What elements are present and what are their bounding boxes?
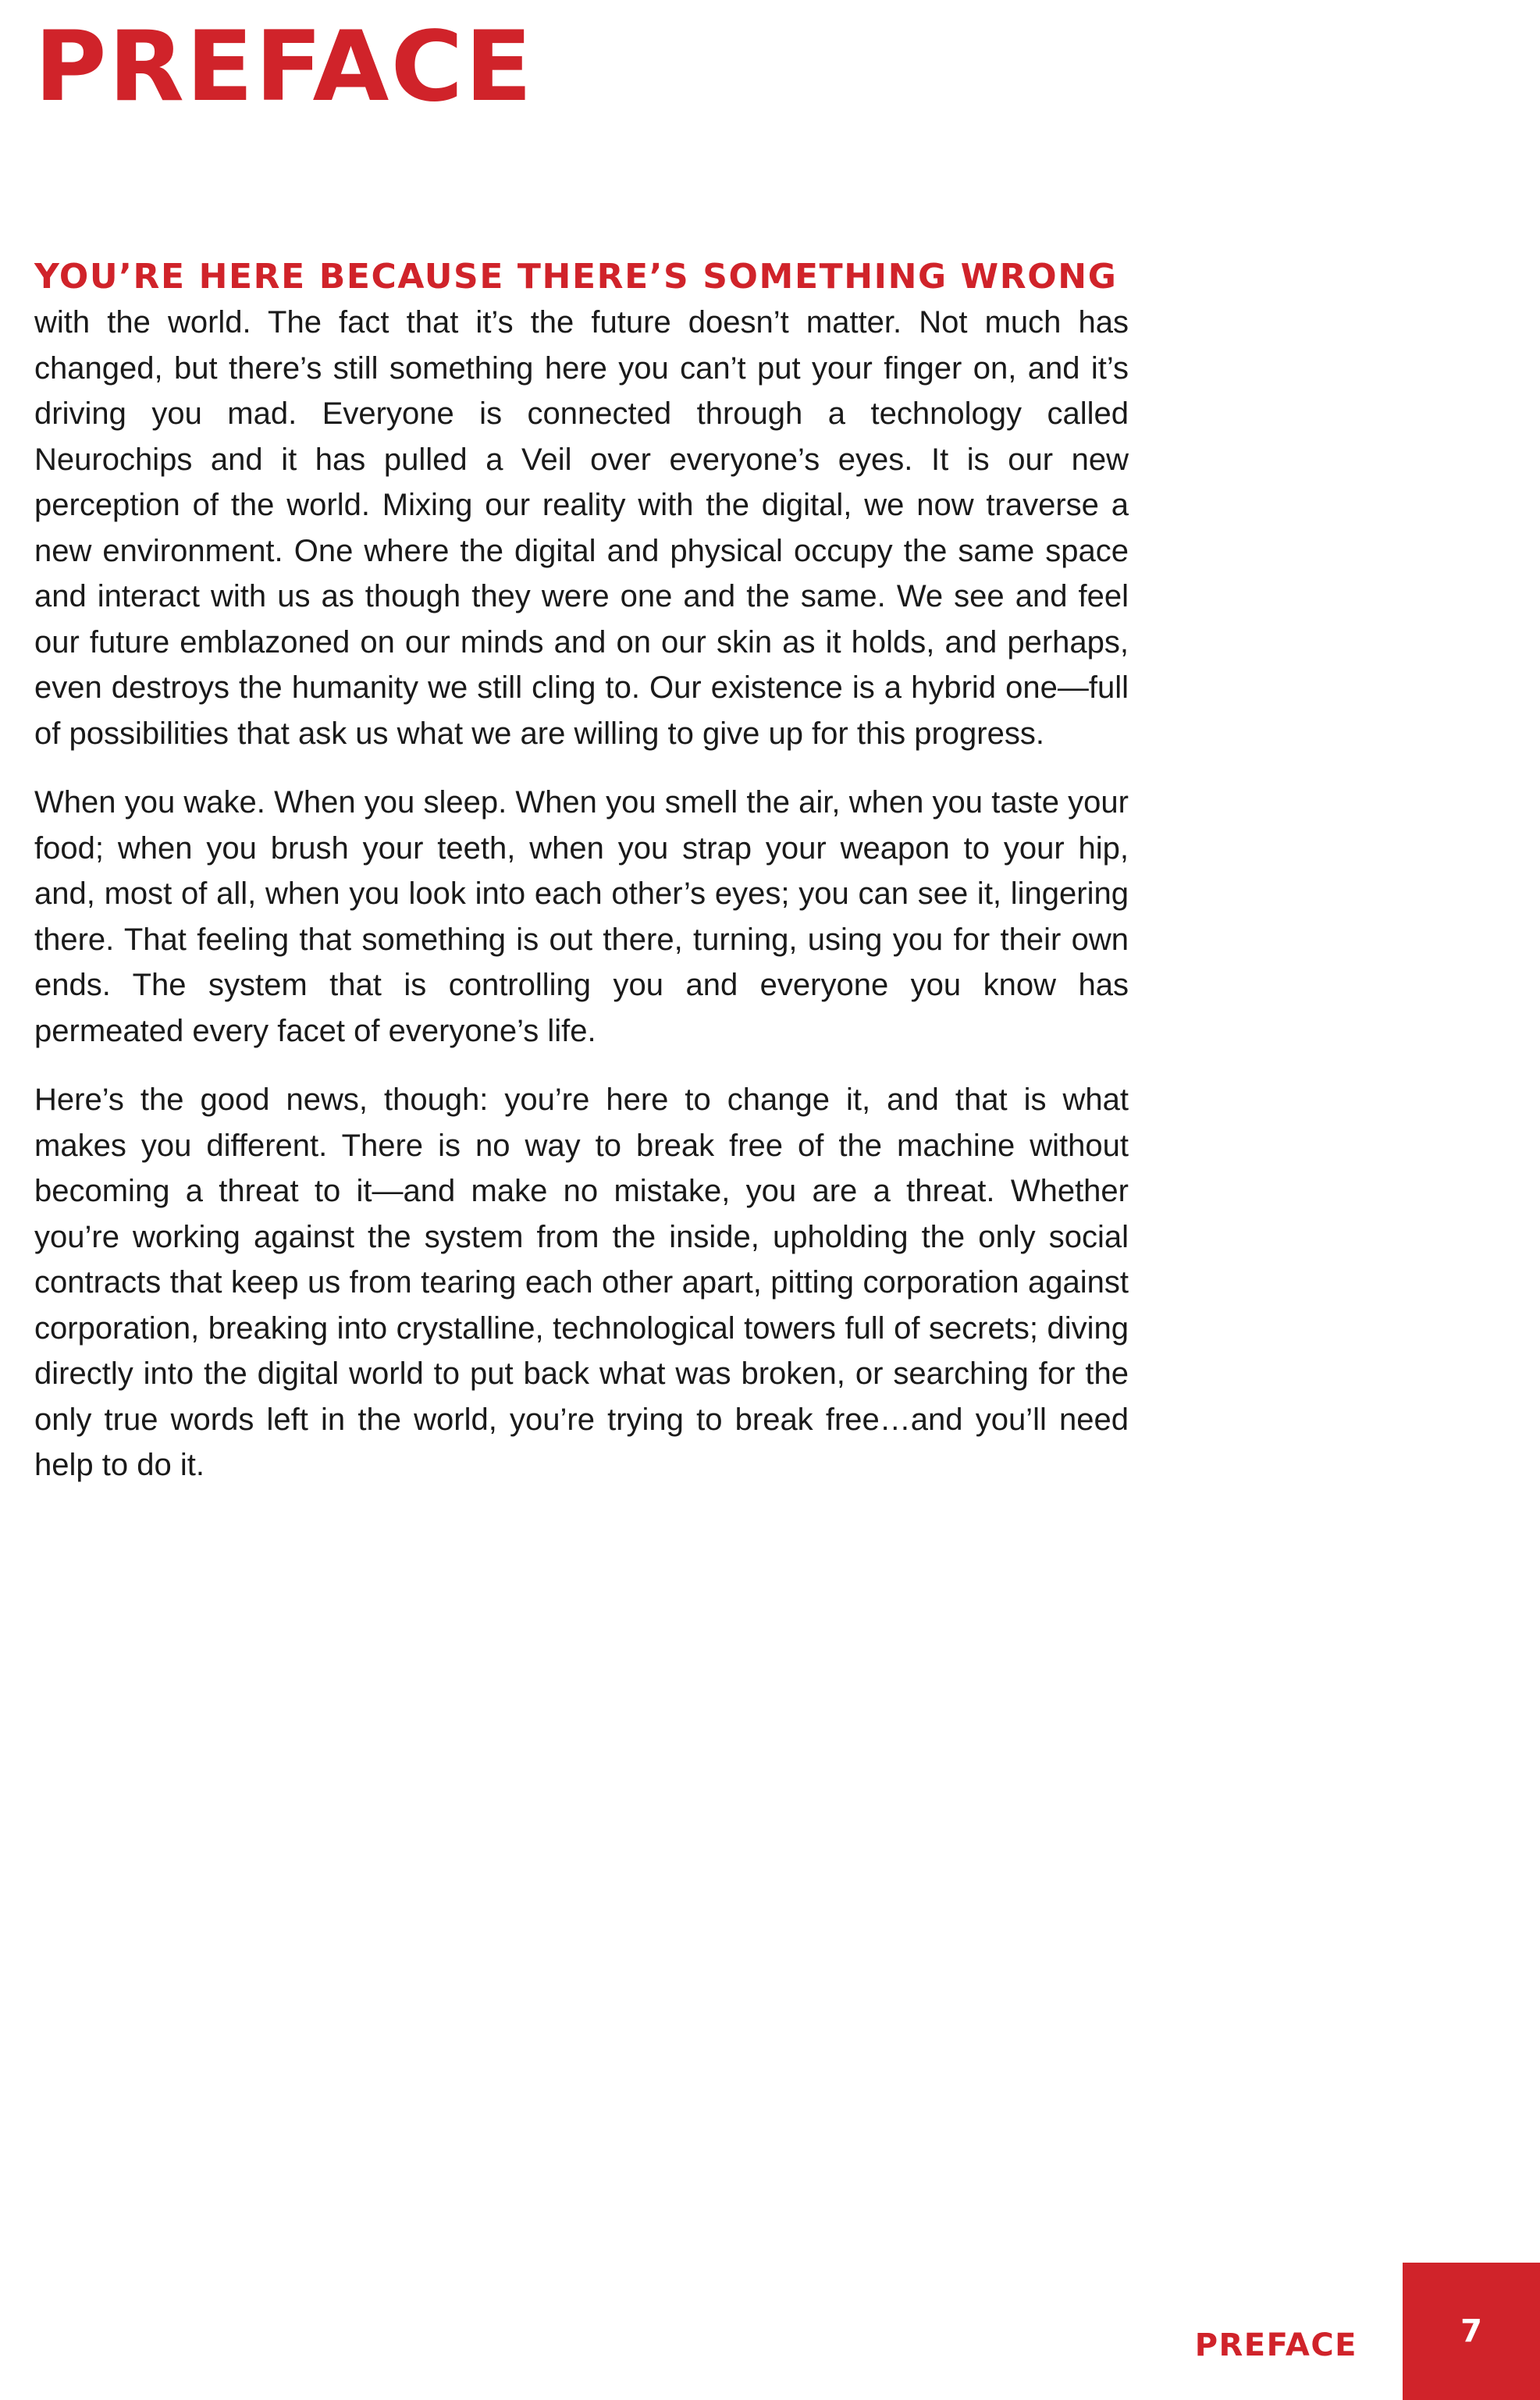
body-paragraph-3: Here’s the good news, though: you’re here to change it, and that is what makes you different. There is no way to break free of the machine without becoming a threat to it—and make no mistake, you are a threat. Whether you’re working against the system from the inside, upholding the only social contracts that keep us from tearing each other apart, pitting corporation against corporation, breaking into crystalline, technological towers full of secrets; diving directly into the digital world to put back what was broken, or searching for the only true words left in the world, you’re trying to break free…and you’ll need help to do it. [34, 1083, 1129, 1482]
preface-body [34, 254, 1129, 1488]
page-number-box [1403, 2263, 1540, 2400]
page-title: PREFACE [34, 11, 534, 123]
page-number: 7 [1460, 2313, 1482, 2349]
intro-paragraph [34, 254, 1129, 756]
intro-paragraph-text: with the world. The fact that it’s the future doesn’t matter. Not much has changed, but there’s still something here you can’t put your finger on, and it’s driving you mad. Everyone is connected through a technology called Neurochips and it has pulled a Veil over everyone’s eyes. It is our new perception of the world. Mixing our reality with the digital, we now traverse a new environment. One where the digital and physical occupy the same space and interact with us as though they were one and the same. We see and feel our future emblazoned on our minds and on our skin as it holds, and perhaps, even destroys the humanity we still cling to. Our existence is a hybrid one—full of possibilities that ask us what we are willing to give up for this progress. [34, 305, 1129, 751]
lead-heading: YOU’RE HERE BECAUSE THERE’S SOMETHING WRONG [34, 257, 1118, 297]
body-paragraph-2: When you wake. When you sleep. When you smell the air, when you taste your food; when you brush your teeth, when you strap your weapon to your hip, and, most of all, when you look into each other’s eyes; you can see it, lingering there. That feeling that something is out there, turning, using you for their own ends. The system that is controlling you and everyone you know has permeated every facet of everyone’s life. [34, 785, 1129, 1048]
running-footer-section: PREFACE [1194, 2327, 1357, 2363]
